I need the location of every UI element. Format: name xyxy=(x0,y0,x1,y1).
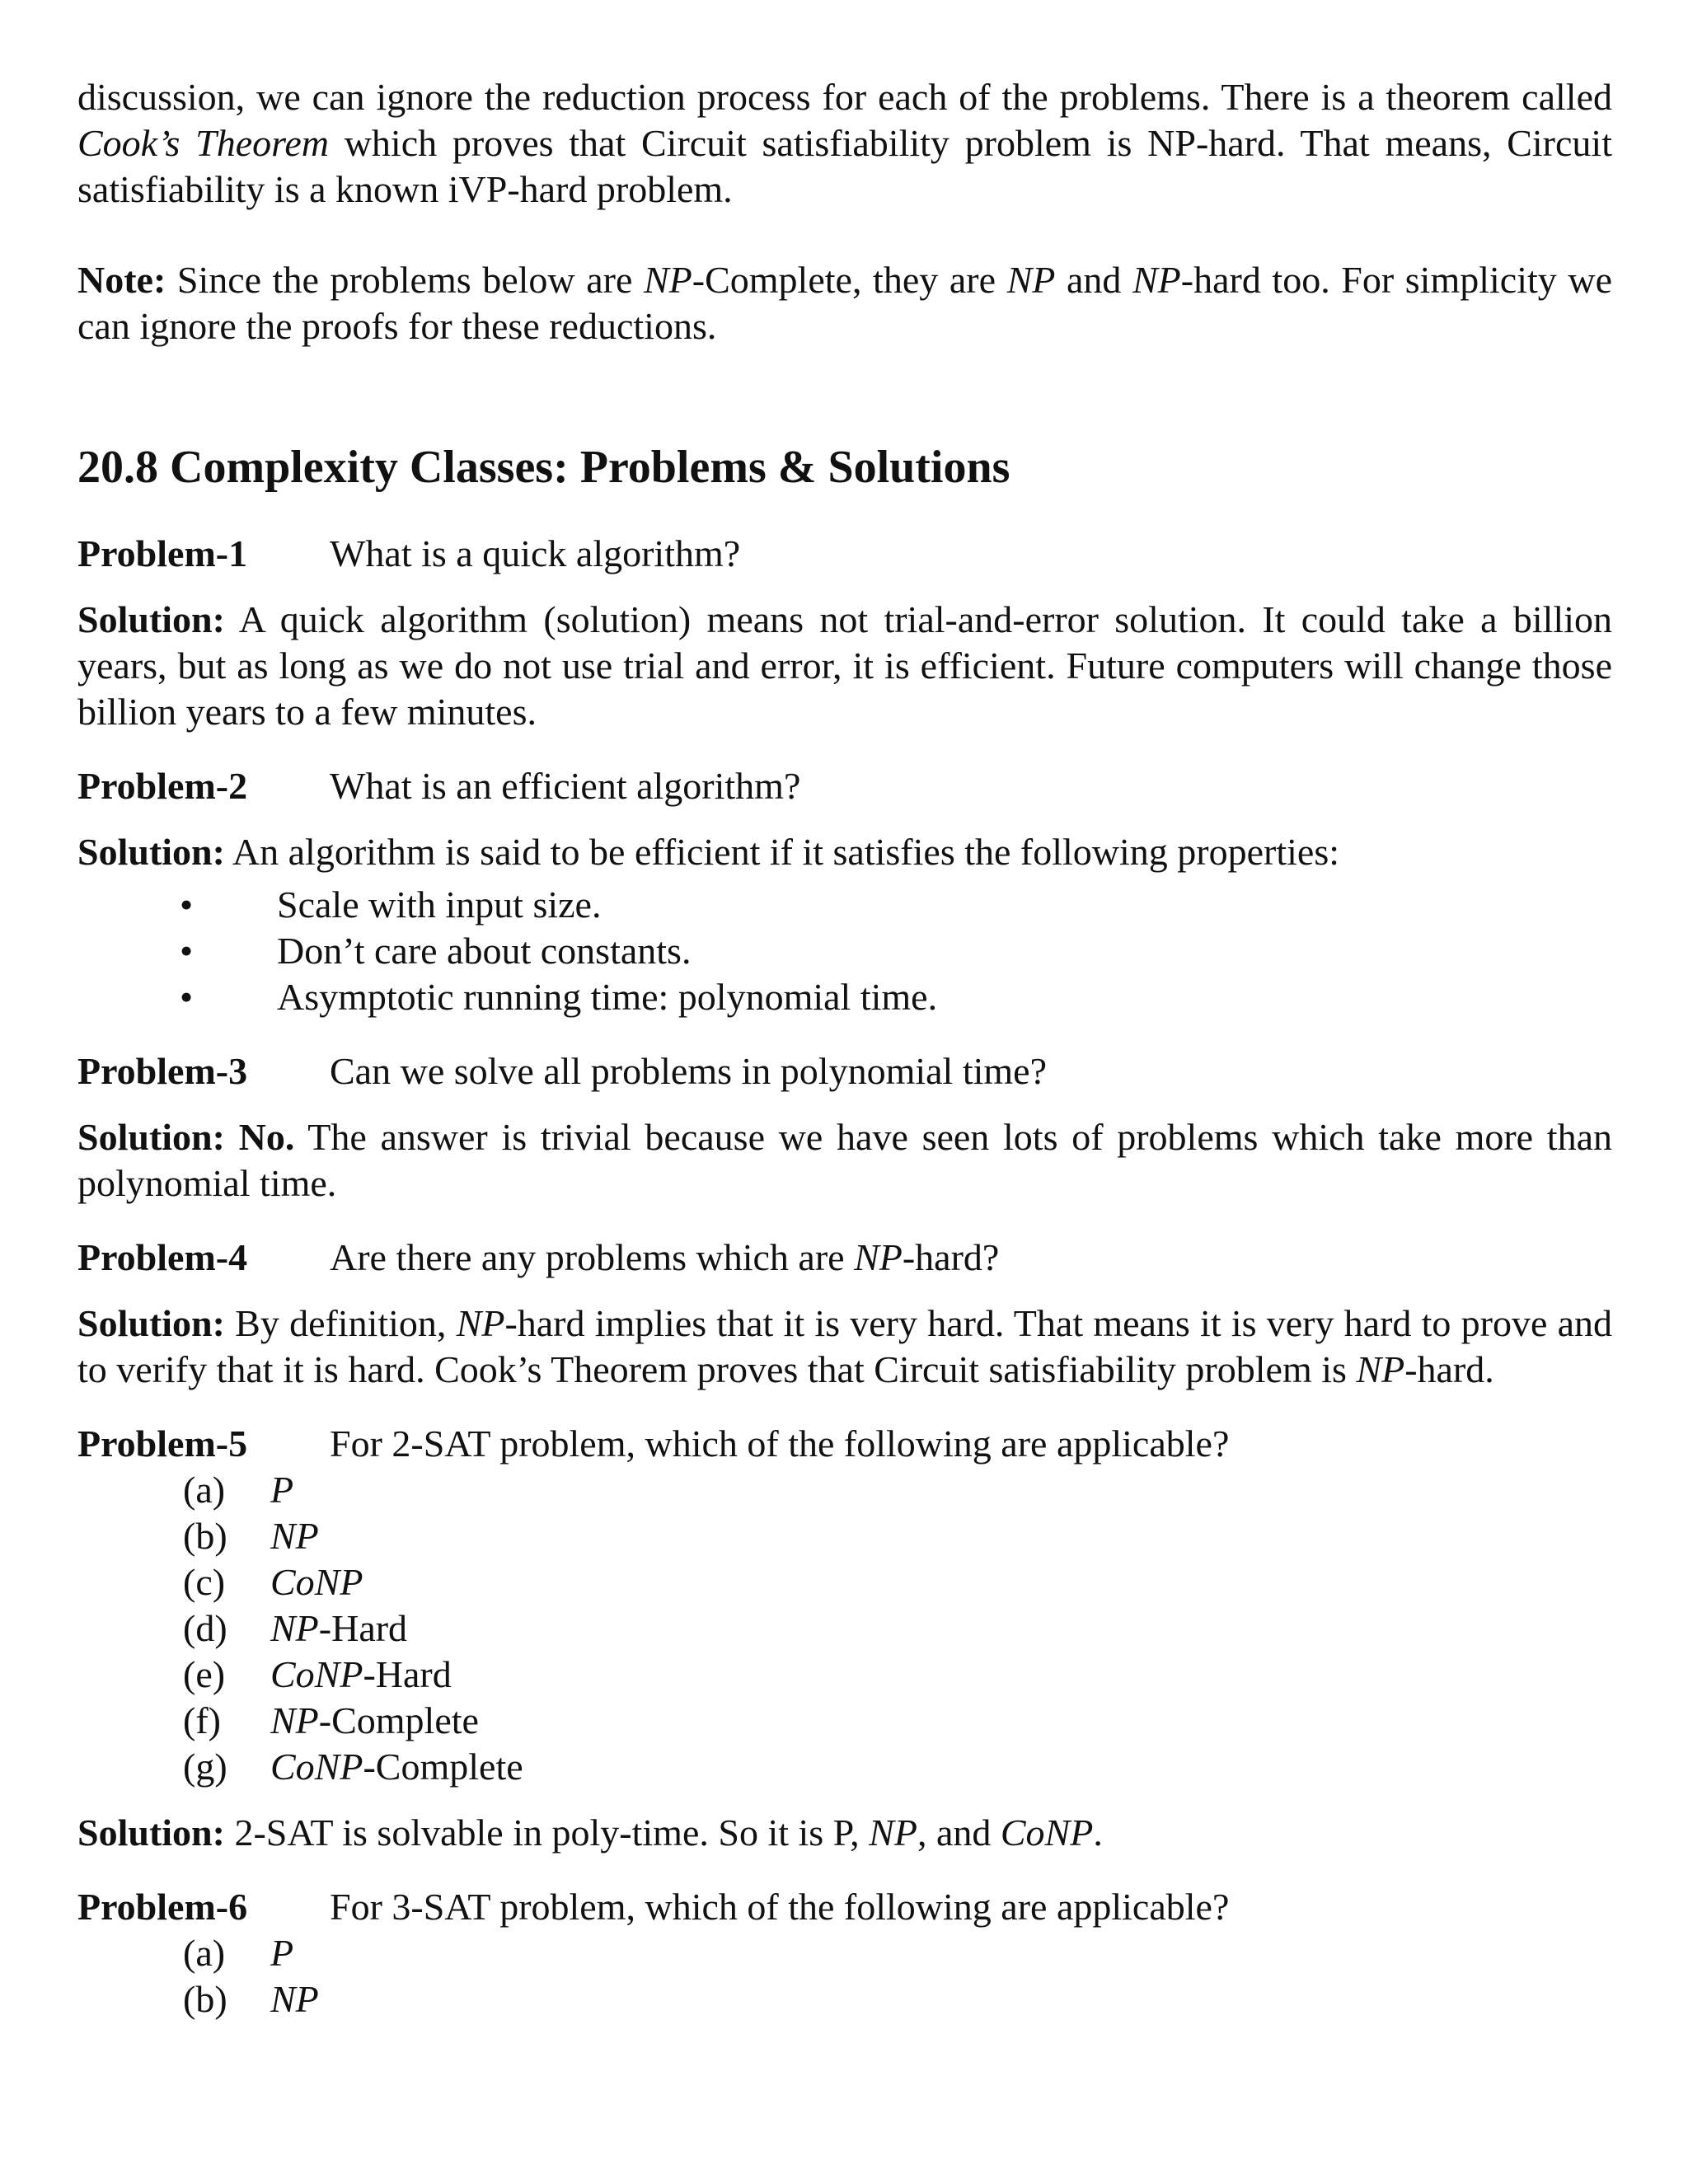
solution-text-3: . xyxy=(1093,1811,1103,1854)
solution-text: The answer is trivial because we have seen lots of problems which take more than polynomial time. xyxy=(77,1116,1612,1204)
list-item xyxy=(77,928,1612,974)
option-letter: (f) xyxy=(183,1699,221,1741)
option-letter: (a) xyxy=(183,1469,226,1511)
option-item xyxy=(77,1467,1612,1513)
problem-question: For 2-SAT problem, which of the following are applicable? xyxy=(330,1422,1230,1465)
options-list xyxy=(77,1467,1612,1790)
option-item xyxy=(77,1976,1612,2022)
cooks-theorem-term: Cook’s Theorem xyxy=(77,122,329,164)
option-letter: (c) xyxy=(183,1561,226,1603)
option-italic: CoNP xyxy=(270,1746,363,1788)
problem-2 xyxy=(77,763,1612,809)
solution-4 xyxy=(77,1301,1612,1393)
bullet-icon: • xyxy=(180,930,194,972)
problem-1 xyxy=(77,531,1612,577)
option-letter: (a) xyxy=(183,1932,226,1974)
problem-label: Problem-2 xyxy=(77,765,248,807)
solution-5 xyxy=(77,1810,1612,1856)
option-italic: NP xyxy=(270,1978,319,2020)
option-letter: (e) xyxy=(183,1653,226,1695)
solution-text-2: -hard implies that it is very hard. That means it is very hard to prove and to verify that it is hard. Cook’s Theorem proves that Circuit satisfiability problem is xyxy=(77,1302,1613,1390)
properties-list xyxy=(77,882,1612,1020)
note-np-1: NP xyxy=(644,259,692,301)
option-item xyxy=(77,1930,1612,1976)
problem-4 xyxy=(77,1235,1612,1281)
options-list xyxy=(77,1930,1612,2022)
bullet-icon: • xyxy=(180,883,194,926)
note-paragraph xyxy=(77,257,1612,349)
list-item xyxy=(77,882,1612,928)
solution-conp: CoNP xyxy=(1000,1811,1094,1854)
problem-label: Problem-3 xyxy=(77,1050,248,1092)
option-italic: CoNP xyxy=(270,1561,363,1603)
section-heading: 20.8 Complexity Classes: Problems & Solutions xyxy=(77,442,1010,493)
problem-label: Problem-6 xyxy=(77,1886,248,1928)
option-rest: -Complete xyxy=(318,1699,479,1741)
option-item xyxy=(77,1744,1612,1790)
list-item-text: Scale with input size. xyxy=(277,883,602,926)
problem-6 xyxy=(77,1884,1612,1930)
note-np-2: NP xyxy=(1006,259,1056,301)
problem-label: Problem-5 xyxy=(77,1422,248,1465)
problem-question: For 3-SAT problem, which of the following are applicable? xyxy=(330,1886,1230,1928)
option-item xyxy=(77,1698,1612,1744)
problem-3 xyxy=(77,1048,1612,1094)
note-label: Note: xyxy=(77,259,166,301)
option-item xyxy=(77,1652,1612,1698)
problem-5 xyxy=(77,1421,1612,1467)
note-text-3: and xyxy=(1055,259,1132,301)
list-item-text: Asymptotic running time: polynomial time. xyxy=(277,976,938,1018)
problem-label: Problem-4 xyxy=(77,1236,248,1278)
solution-label: Solution: xyxy=(77,1811,225,1854)
solution-text: A quick algorithm (solution) means not trial-and-error solution. It could take a billion years, but as long as we do not use trial and error, it is efficient. Future computers will change those billion years to a few minutes. xyxy=(77,598,1612,733)
problem-question-end: -hard? xyxy=(902,1236,1000,1278)
list-item-text: Don’t care about constants. xyxy=(277,930,692,972)
note-text-2: -Complete, they are xyxy=(692,259,1007,301)
solution-label: Solution: xyxy=(77,831,225,873)
problem-question-start: Are there any problems which are xyxy=(330,1236,855,1278)
option-item xyxy=(77,1605,1612,1652)
option-letter: (b) xyxy=(183,1515,227,1557)
problem-question: Can we solve all problems in polynomial time? xyxy=(330,1050,1048,1092)
solution-text-1: By definition, xyxy=(224,1302,457,1344)
option-rest: -Complete xyxy=(363,1746,523,1788)
solution-label: Solution: xyxy=(77,598,225,640)
option-italic: NP xyxy=(270,1515,319,1557)
solution-text-2: , and xyxy=(917,1811,1001,1854)
solution-text-3: -hard. xyxy=(1404,1348,1494,1390)
solution-text-1: 2-SAT is solvable in poly-time. So it is P, xyxy=(224,1811,870,1854)
option-letter: (b) xyxy=(183,1978,227,2020)
option-italic: P xyxy=(270,1932,294,1974)
solution-np-1: NP xyxy=(456,1302,505,1344)
solution-label: Solution: xyxy=(77,1302,225,1344)
problem-question-np: NP xyxy=(854,1236,903,1278)
option-italic: NP xyxy=(270,1699,319,1741)
note-np-3: NP xyxy=(1132,259,1181,301)
solution-2 xyxy=(77,829,1612,875)
note-text-1: Since the problems below are xyxy=(166,259,644,301)
problem-question: What is a quick algorithm? xyxy=(330,532,741,574)
option-item xyxy=(77,1559,1612,1605)
option-italic: CoNP xyxy=(270,1653,363,1695)
bullet-icon: • xyxy=(180,976,194,1018)
note-text-4: -hard too. For simplicity we can ignore the proofs for these reductions. xyxy=(77,259,1613,347)
solution-np-2: NP xyxy=(1356,1348,1405,1390)
option-letter: (g) xyxy=(183,1746,227,1788)
option-italic: P xyxy=(270,1469,294,1511)
list-item xyxy=(77,974,1612,1020)
page-content xyxy=(77,74,1612,2022)
problem-question: What is an efficient algorithm? xyxy=(330,765,801,807)
solution-3 xyxy=(77,1114,1612,1207)
option-item xyxy=(77,1513,1612,1559)
option-rest: -Hard xyxy=(363,1653,452,1695)
problem-label: Problem-1 xyxy=(77,532,248,574)
option-letter: (d) xyxy=(183,1607,227,1649)
option-rest: -Hard xyxy=(318,1607,408,1649)
solution-text: An algorithm is said to be efficient if it satisfies the following properties: xyxy=(224,831,1340,873)
solution-np: NP xyxy=(869,1811,917,1854)
solution-label: Solution: No. xyxy=(77,1116,295,1158)
option-italic: NP xyxy=(270,1607,319,1649)
intro-text-start: discussion, we can ignore the reduction process for each of the problems. There is a theorem called xyxy=(77,76,1612,118)
solution-1 xyxy=(77,597,1612,735)
intro-paragraph xyxy=(77,74,1612,213)
intro-text-end: which proves that Circuit satisfiability problem is NP-hard. That means, Circuit satisfiability is a known iVP-hard problem. xyxy=(77,122,1612,210)
